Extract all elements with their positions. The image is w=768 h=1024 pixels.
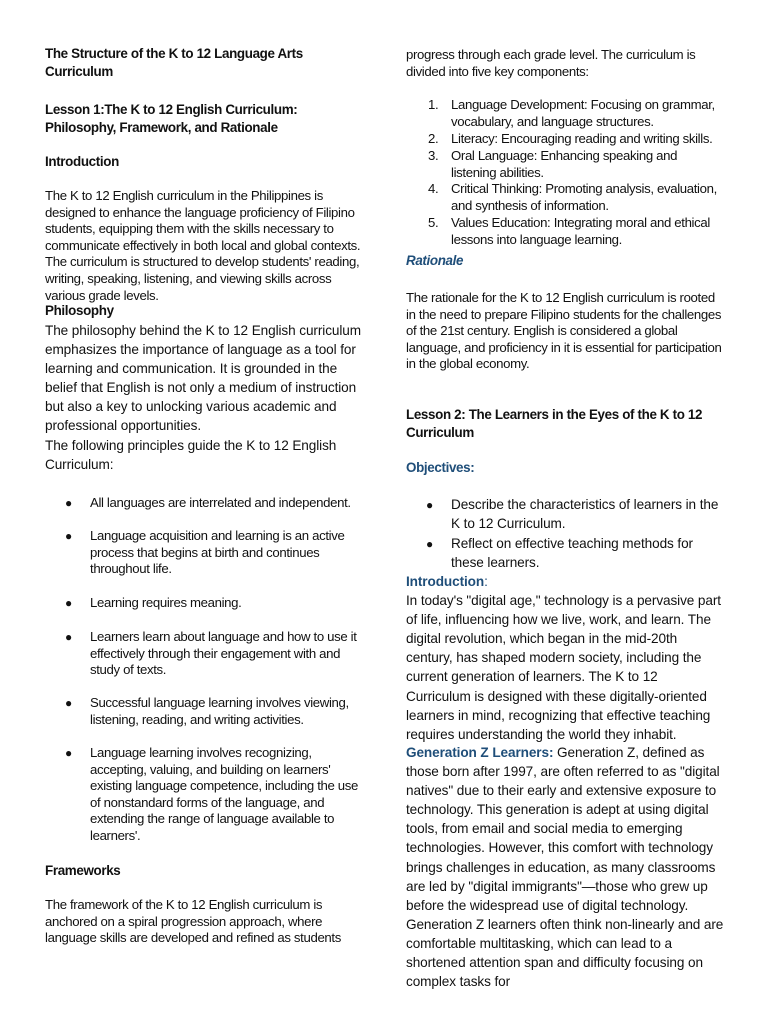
bullet-icon: ● [426,498,434,512]
philosophy-paragraph: The philosophy behind the K to 12 English curriculum emphasizes the importance of language as a tool for learning and communication. It is grounded in the belief that English is not only a medium of instruction but also a key to unlocking various academic and professional opportunities. [45,323,361,434]
frameworks-paragraph: The framework of the K to 12 English curriculum is anchored on a spiral progression approach, where language skills are developed and refined as students [45,897,341,946]
list-item: ● Describe the characteristics of learners in the K to 12 Curriculum. [426,497,719,532]
introduction2-heading: Introduction [406,574,485,589]
bullet-icon: ● [426,537,434,551]
rationale-paragraph: The rationale for the K to 12 English curriculum is rooted in the need to prepare Filipino students for the challenges of the 21st century. English is considered a global language, and proficiency in it is essential for participation in the global economy. [406,290,722,372]
generation-z-paragraph-2: Generation Z learners often think non-linearly and are comfortable multitasking, which can lead to a shortened attention span and difficulty focusing on complex tasks for [406,917,724,990]
list-item: ● Learning requires meaning. [65,595,242,610]
bullet-icon: ● [65,696,72,710]
bullet-icon: ● [65,630,72,644]
lesson1-title: Lesson 1:The K to 12 English Curriculum: Philosophy, Framework, and Rationale [45,102,298,136]
introduction-heading: Introduction [45,154,119,169]
bullet-icon: ● [65,746,72,760]
list-item: 3. Oral Language: Enhancing speaking and listening abilities. [428,148,678,180]
list-item: 1. Language Development: Focusing on grammar, vocabulary, and language structures. [428,97,715,129]
introduction2-paragraph: In today's "digital age," technology is a pervasive part of life, influencing how we live, work, and learn. The digital revolution, which began in the mid-20th century, has shaped modern society, including the current generation of learners. The K to 12 Curriculum is designed with these digitally-oriented learners in mind, recognizing that effective teaching requires understanding the world they inhabit. [406,593,721,742]
lesson2-title: Lesson 2: The Learners in the Eyes of the K to 12 Curriculum [406,407,703,441]
list-item: ● Language learning involves recognizing, accepting, valuing, and building on learners' existing language competence, including the use of nonstandard forms of the language, and extending the range of language available to learners'. [65,745,359,843]
document-title: The Structure of the K to 12 Language Arts Curriculum [45,46,303,80]
frameworks-continued: progress through each grade level. The curriculum is divided into five key components: [406,47,696,79]
introduction2-block [406,572,724,744]
list-item: ● Learners learn about language and how to use it effectively through their engagement with and study of texts. [65,629,357,678]
list-item: ● All languages are interrelated and independent. [65,495,351,510]
introduction2-colon: : [484,574,488,589]
list-item: ● Successful language learning involves viewing, listening, reading, and writing activities. [65,695,349,727]
bullet-icon: ● [65,529,72,543]
introduction-paragraph: The K to 12 English curriculum in the Philippines is designed to enhance the language proficiency of Filipino students, equipping them with the skills necessary to communicate effectively in both local and global contexts. The curriculum is structured to develop students' reading, writing, speaking, listening, and viewing skills across various grade levels. [45,188,361,303]
objectives-heading: Objectives: [406,460,475,475]
list-item: ● Reflect on effective teaching methods for these learners. [426,536,693,571]
list-item: 5. Values Education: Integrating moral and ethical lessons into language learning. [428,215,710,247]
list-item: ● Language acquisition and learning is an active process that begins at birth and continues throughout life. [65,528,345,577]
frameworks-heading: Frameworks [45,863,121,878]
philosophy-heading: Philosophy [45,303,114,318]
principles-intro: The following principles guide the K to 12 English Curriculum: [45,438,337,473]
generation-z-paragraph: Generation Z, defined as those born after 1997, are often referred to as "digital natives" due to their early and extensive exposure to technology. This generation is adept at using digital tools, from email and social media to emerging technologies. However, this comfort with technology brings challenges in education, as many classrooms are led by "digital immigrants"—those who grew up before the widespread use of digital technology. [406,745,720,913]
generation-z-label: Generation Z Learners: [406,745,554,760]
bullet-icon: ● [65,596,72,610]
list-item: 4. Critical Thinking: Promoting analysis, evaluation, and synthesis of information. [428,181,717,213]
list-item: 2. Literacy: Encouraging reading and writing skills. [428,131,713,146]
bullet-icon: ● [65,496,72,510]
generation-z-block [406,743,724,915]
rationale-heading: Rationale [406,253,464,268]
